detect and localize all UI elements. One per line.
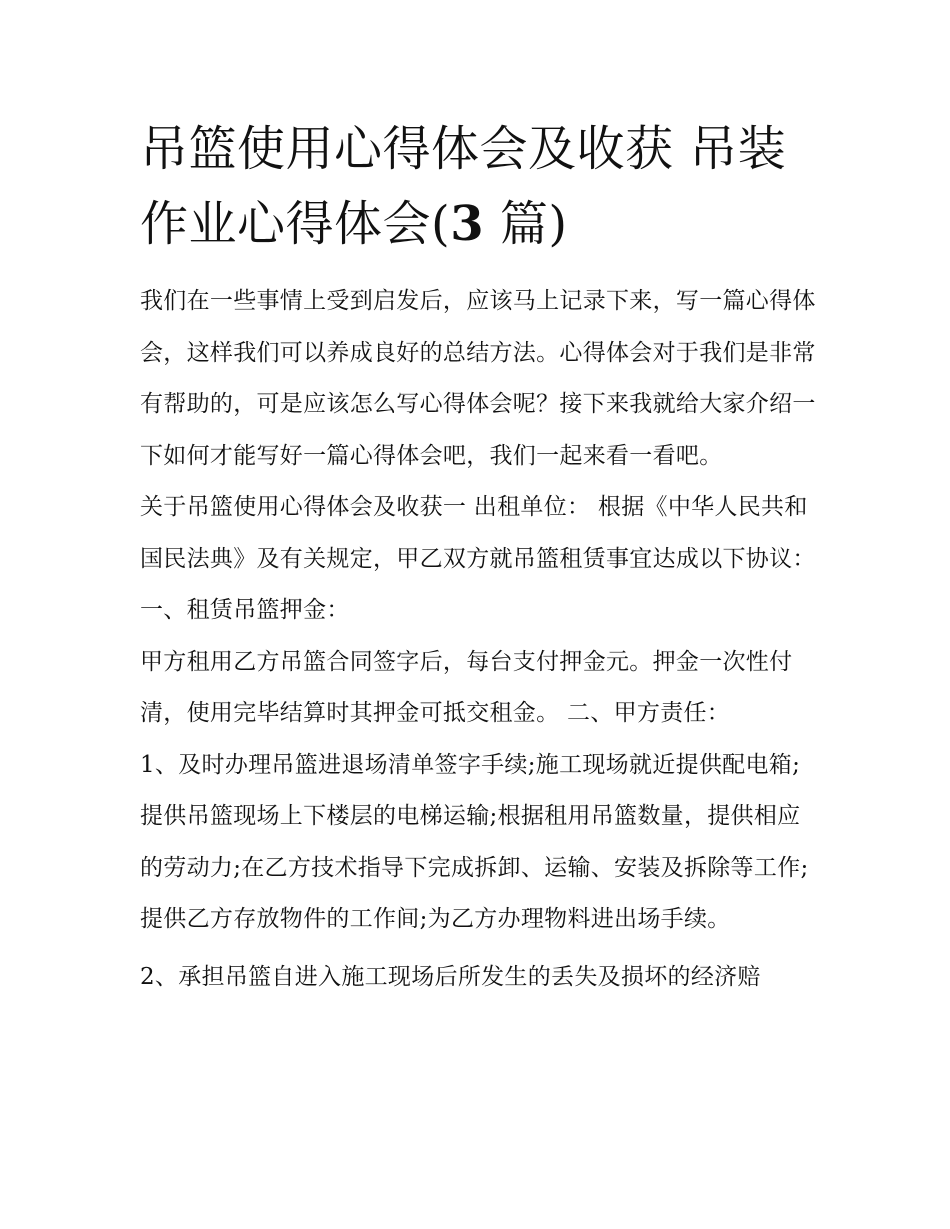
title-number: 3 — [450, 196, 485, 252]
paragraph-item-2: 2、承担吊篮自进入施工现场后所发生的丢失及损坏的经济赔 — [140, 963, 761, 990]
paragraph-agreement: 关于吊篮使用心得体会及收获一 出租单位： 根据《中华人民共和国民法典》及有关规定，甲乙双方就吊篮租赁事宜达成以下协议： 一、租赁吊篮押金： — [140, 494, 816, 623]
title-text-part1: 吊篮使用心得体会及收获 吊装作业心得体会( — [140, 121, 787, 252]
document-title — [140, 112, 820, 262]
paragraph-item-1: 1、及时办理吊篮进退场清单签字手续;施工现场就近提供配电箱;提供吊篮现场上下楼层的电梯运输;根据租用吊篮数量，提供相应的劳动力;在乙方技术指导下完成拆卸、运输、安装及拆除等工作;提供乙方存放物件的工作间;为乙方办理物料进出场手续。 — [140, 751, 809, 932]
title-text-part2: 篇) — [484, 196, 568, 252]
paragraph-intro: 我们在一些事情上受到启发后，应该马上记录下来，写一篇心得体会，这样我们可以养成良好的总结方法。心得体会对于我们是非常有帮助的，可是应该怎么写心得体会呢？接下来我就给大家介绍一下如何才能写好一篇心得体会吧，我们一起来看一看吧。 — [140, 288, 816, 469]
paragraph-deposit: 甲方租用乙方吊篮合同签字后，每台支付押金元。押金一次性付清，使用完毕结算时其押金可抵交租金。 二、甲方责任： — [140, 648, 793, 726]
document-body — [140, 276, 820, 1003]
